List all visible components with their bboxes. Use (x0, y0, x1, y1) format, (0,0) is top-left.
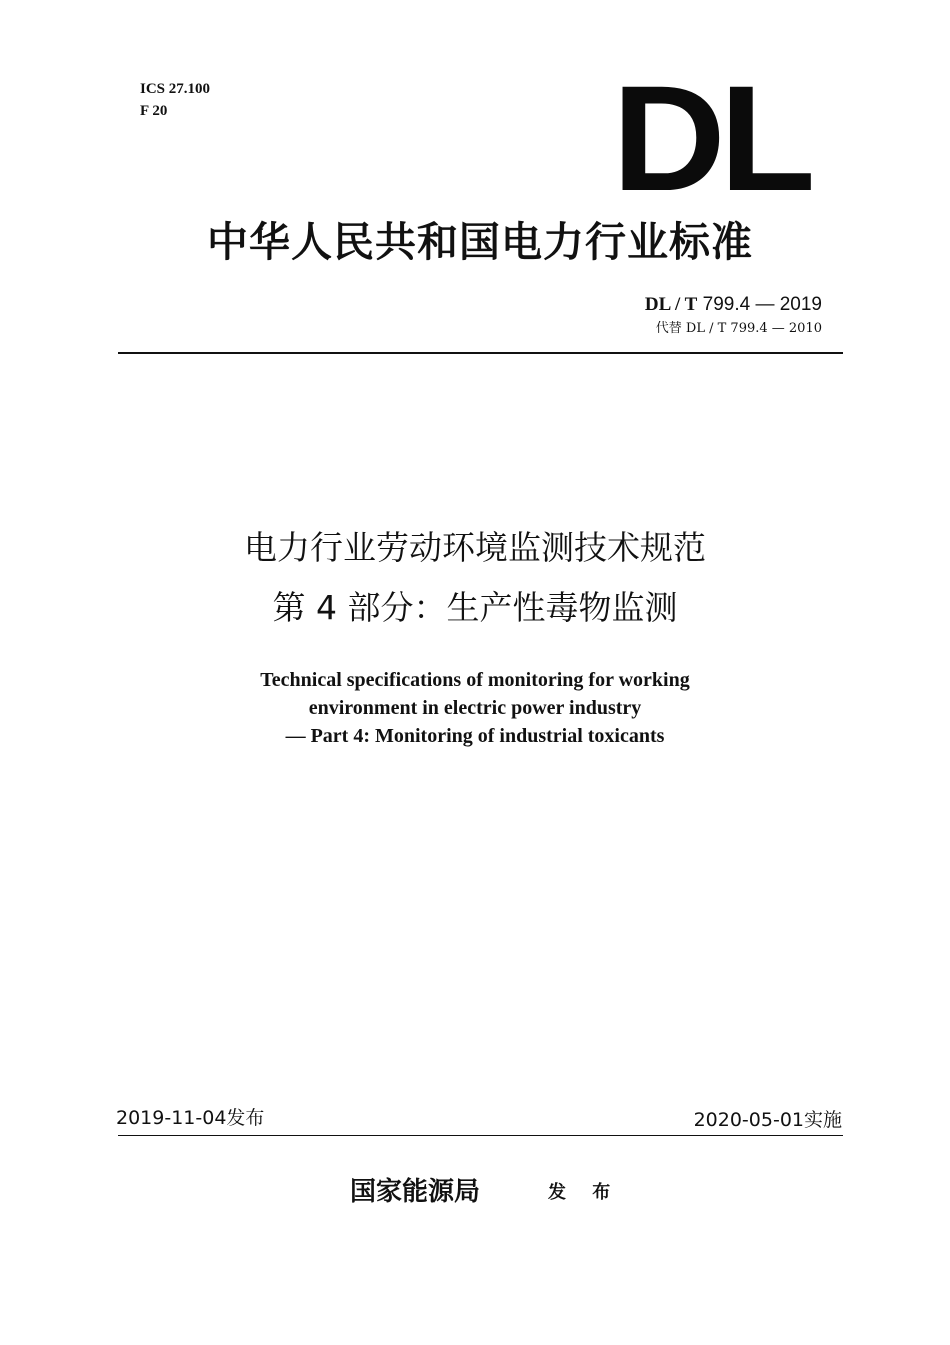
standard-number-prefix: DL / T (644, 294, 698, 315)
replaces-standard: 代替 DL / T 799.4 — 2010 (655, 321, 822, 336)
title-en-line2: environment in electric power industry (308, 697, 642, 719)
industry-standard-title: 中华人民共和国电力行业标准 (207, 218, 753, 266)
ics-code: ICS 27.100 (140, 81, 211, 97)
implementation-date: 2020-05-01实施 (693, 1109, 842, 1131)
publisher-name: 国家能源局 (350, 1177, 481, 1207)
title-cn-line2: 第 4 部分：生产性毒物监测 (272, 588, 678, 627)
footer-divider (118, 1135, 843, 1136)
publish-label: 发 布 (548, 1182, 621, 1203)
standard-number-value: 799.4 — 2019 (702, 294, 822, 315)
classification-block (140, 78, 210, 122)
header-divider (118, 352, 843, 354)
issue-date: 2019-11-04发布 (116, 1107, 265, 1129)
category-code: F 20 (140, 103, 168, 119)
standard-number (645, 292, 822, 318)
title-en-line1: Technical specifications of monitoring for working (260, 669, 690, 691)
title-cn-line1: 电力行业劳动环境监测技术规范 (244, 528, 706, 567)
dl-logo: DL (612, 54, 810, 222)
title-en-line3: — Part 4: Monitoring of industrial toxicants (285, 725, 665, 747)
